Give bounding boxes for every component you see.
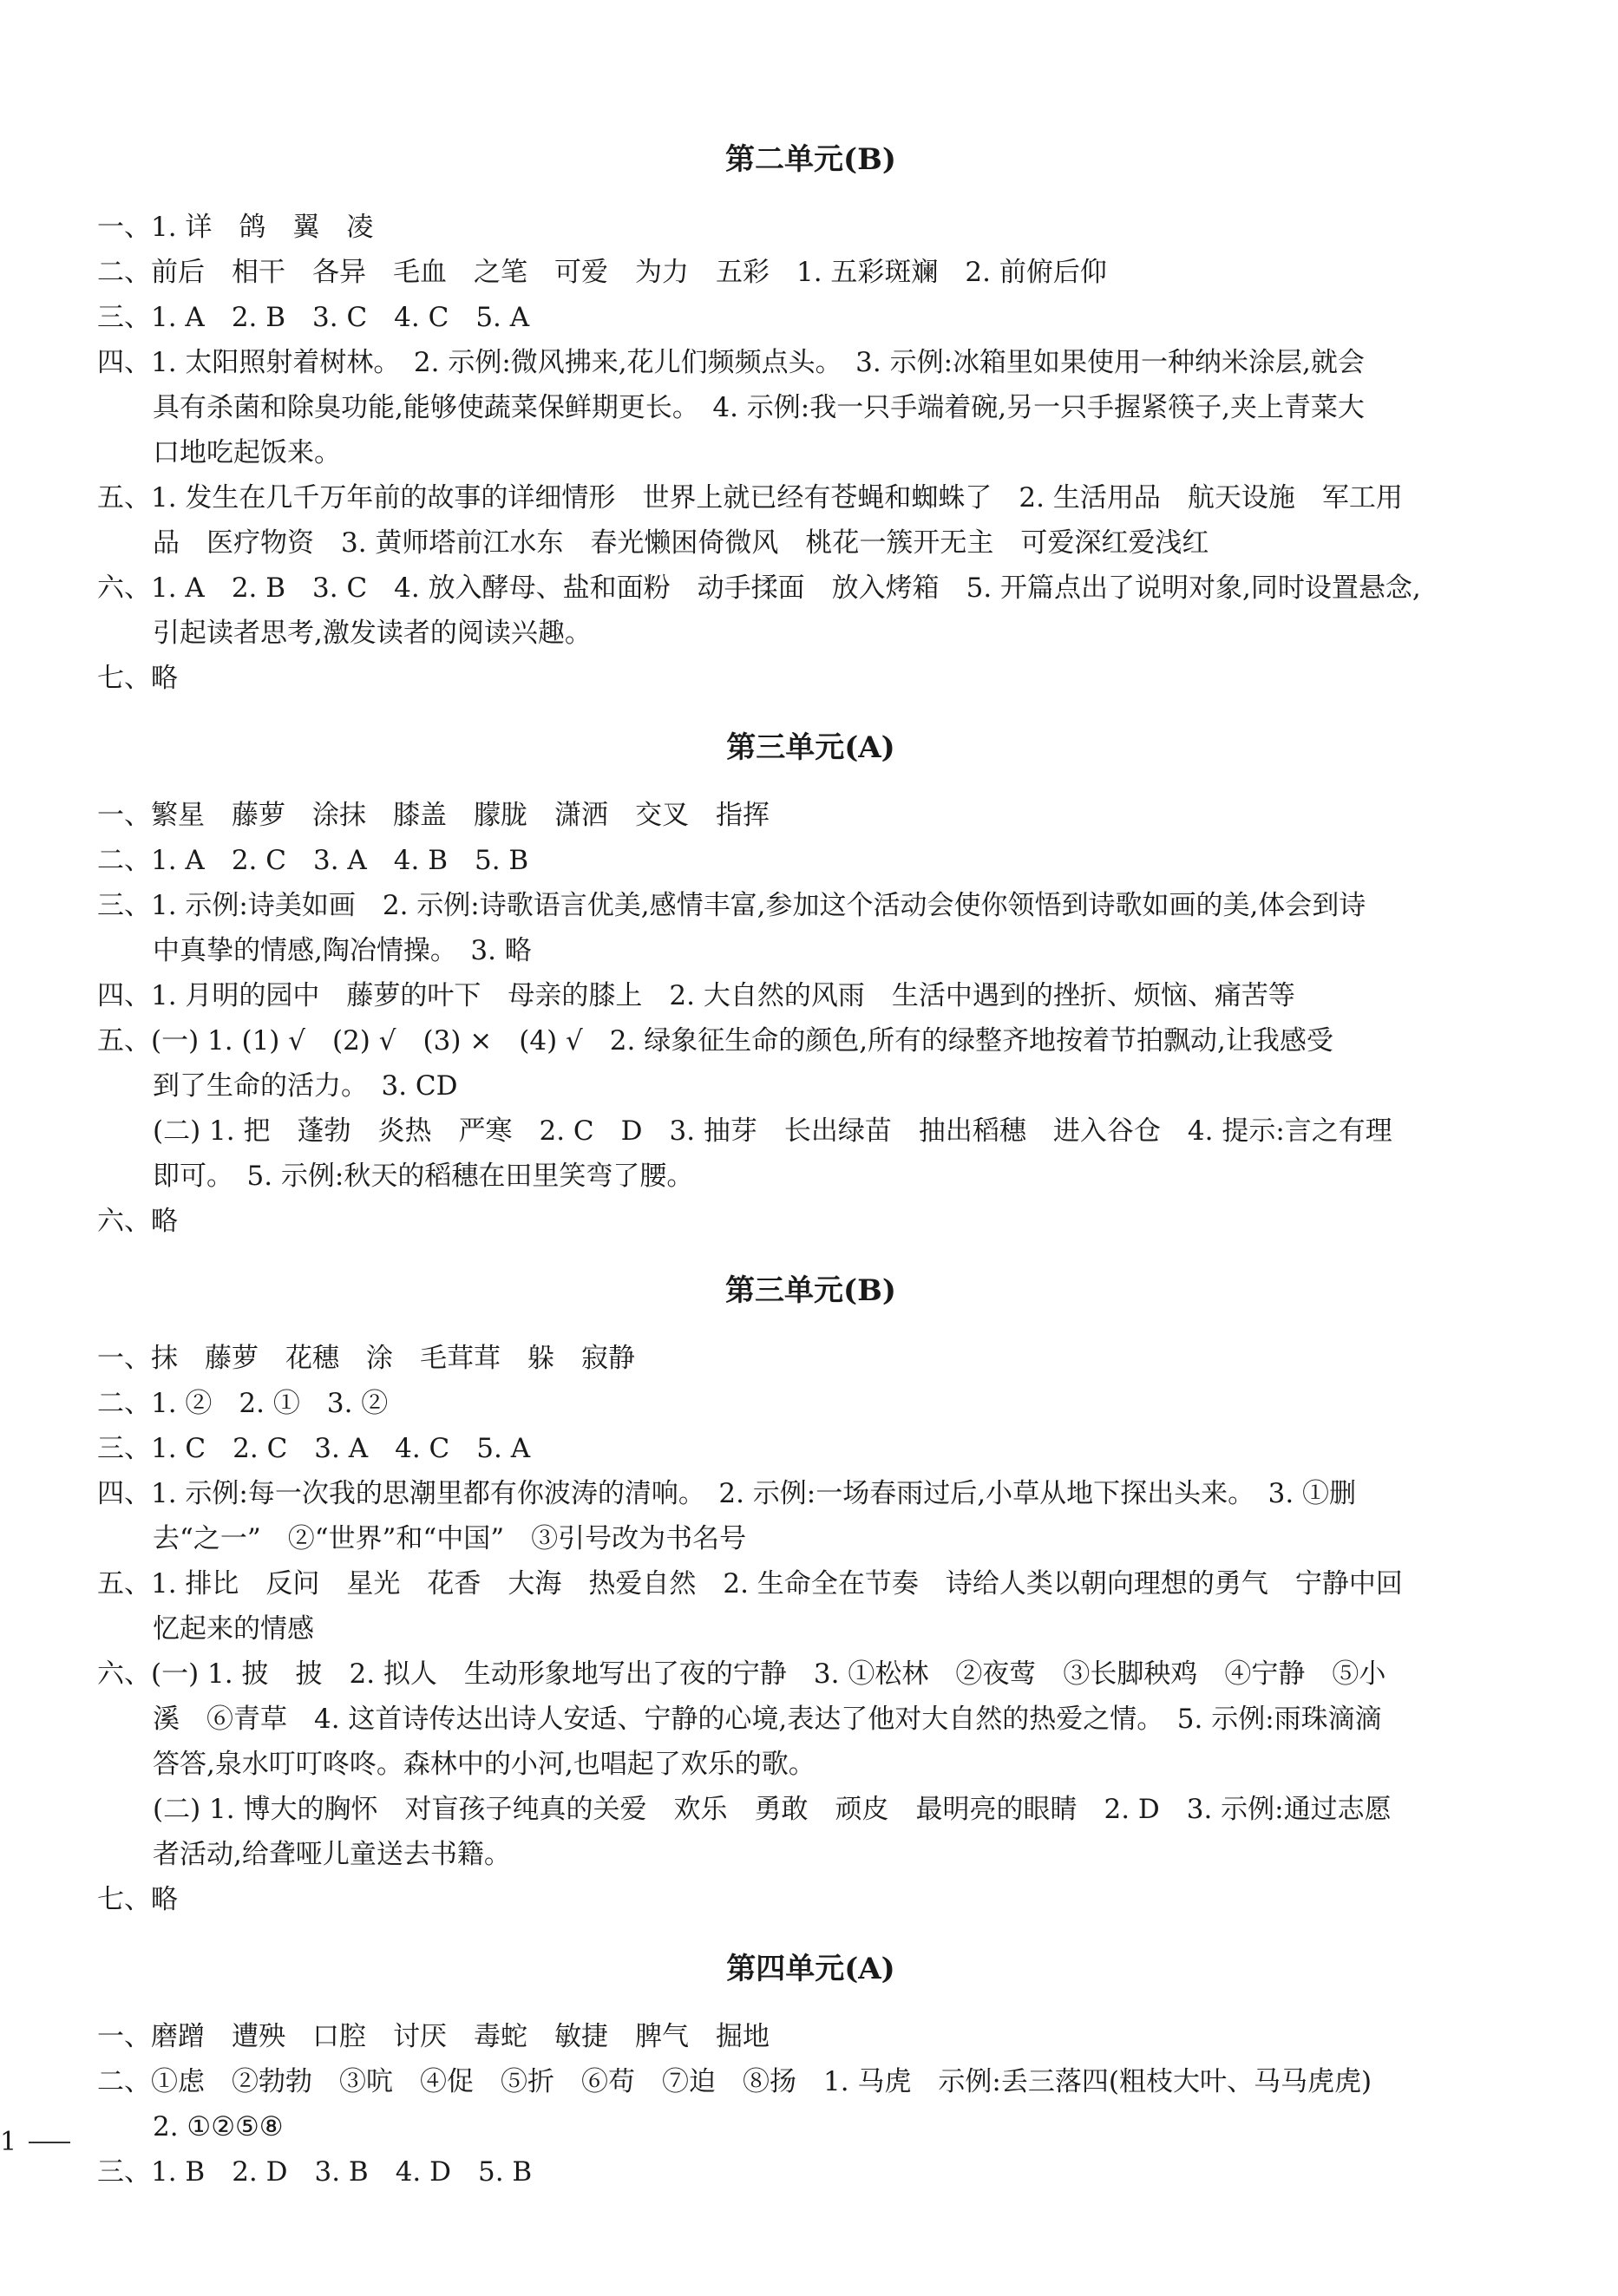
answer-line: 者活动,给聋哑儿童送去书籍。 <box>153 1839 511 1870</box>
answer-section <box>97 1939 1524 2195</box>
page-footer <box>0 2125 70 2160</box>
answer-line: 引起读者思考,激发读者的阅读兴趣。 <box>153 618 592 649</box>
answer-line: 一、抹 藤萝 花穗 涂 毛茸茸 躲 寂静 <box>97 1343 635 1374</box>
answer-line: 五、1. 排比 反问 星光 花香 大海 热爱自然 2. 生命全在节奏 诗给人类以朝向理想的勇气 宁静中回 <box>97 1568 1403 1599</box>
page-number: 1 <box>0 2127 17 2157</box>
answer-line: 二、前后 相干 各异 毛血 之笔 可爱 为力 五彩 1. 五彩斑斓 2. 前俯后仰 <box>97 257 1107 288</box>
answer-key-content <box>97 130 1524 2195</box>
answer-line: 口地吃起饭来。 <box>153 437 341 468</box>
answer-line: 忆起来的情感 <box>153 1613 314 1645</box>
answer-line: 即可。 5. 示例:秋天的稻穗在田里笑弯了腰。 <box>153 1161 694 1192</box>
answer-line: 五、1. 发生在几千万年前的故事的详细情形 世界上就已经有苍蝇和蜘蛛了 2. 生活用品 航天设施 军工用 <box>97 482 1403 513</box>
section-title: 第三单元(A) <box>726 730 895 765</box>
answer-line: 四、1. 太阳照射着树林。 2. 示例:微风拂来,花儿们频频点头。 3. 示例:冰箱里如果使用一种纳米涂层,就会 <box>97 347 1365 378</box>
answer-line: 2. ①②⑤⑧ <box>153 2111 284 2142</box>
answer-line: 一、1. 详 鸽 翼 凌 <box>97 212 374 243</box>
answer-line: 中真挚的情感,陶冶情操。 3. 略 <box>153 935 532 966</box>
answer-line: (二) 1. 把 蓬勃 炎热 严寒 2. C D 3. 抽芽 长出绿苗 抽出稻穗 进入谷仓 4. 提示:言之有理 <box>153 1115 1392 1147</box>
answer-line: 六、略 <box>97 1206 178 1237</box>
answer-line: 四、1. 月明的园中 藤萝的叶下 母亲的膝上 2. 大自然的风雨 生活中遇到的挫折、烦恼、痛苦等 <box>97 980 1295 1011</box>
answer-section <box>97 130 1524 701</box>
answer-section <box>97 1261 1524 1922</box>
answer-line: 四、1. 示例:每一次我的思潮里都有你波涛的清响。 2. 示例:一场春雨过后,小草从地下探出头来。 3. ①删 <box>97 1478 1357 1509</box>
answer-line: 二、1. A 2. C 3. A 4. B 5. B <box>97 845 529 876</box>
answer-section <box>97 718 1524 1244</box>
answer-line: 具有杀菌和除臭功能,能够使蔬菜保鲜期更长。 4. 示例:我一只手端着碗,另一只手握紧筷子,夹上青菜大 <box>153 392 1365 423</box>
section-title: 第四单元(A) <box>726 1952 895 1986</box>
answer-line: 溪 ⑥青草 4. 这首诗传达出诗人安适、宁静的心境,表达了他对大自然的热爱之情。 5. 示例:雨珠滴滴 <box>153 1704 1382 1735</box>
footer-dash <box>29 2142 70 2143</box>
section-title: 第三单元(B) <box>725 1273 896 1308</box>
answer-line: 六、(一) 1. 披 披 2. 拟人 生动形象地写出了夜的宁静 3. ①松林 ②夜莺 ③长脚秧鸡 ④宁静 ⑤小 <box>97 1658 1386 1690</box>
answer-line: 到了生命的活力。 3. CD <box>153 1070 458 1102</box>
answer-line: (二) 1. 博大的胸怀 对盲孩子纯真的关爱 欢乐 勇敢 顽皮 最明亮的眼睛 2. D 3. 示例:通过志愿 <box>153 1794 1392 1825</box>
answer-line: 二、1. ② 2. ① 3. ② <box>97 1388 389 1419</box>
answer-line: 三、1. A 2. B 3. C 4. C 5. A <box>97 302 530 333</box>
answer-line: 六、1. A 2. B 3. C 4. 放入酵母、盐和面粉 动手揉面 放入烤箱 5. 开篇点出了说明对象,同时设置悬念, <box>97 572 1421 604</box>
answer-line: 七、略 <box>97 663 178 694</box>
answer-line: 一、繁星 藤萝 涂抹 膝盖 朦胧 潇洒 交叉 指挥 <box>97 800 770 831</box>
answer-line: 三、1. C 2. C 3. A 4. C 5. A <box>97 1433 531 1464</box>
answer-line: 二、①虑 ②勃勃 ③吭 ④促 ⑤折 ⑥苟 ⑦迫 ⑧扬 1. 马虎 示例:丢三落四(粗枝大叶、马马虎虎) <box>97 2066 1372 2097</box>
answer-line: 答答,泉水叮叮咚咚。森林中的小河,也唱起了欢乐的歌。 <box>153 1749 816 1780</box>
answer-line: 三、1. B 2. D 3. B 4. D 5. B <box>97 2156 533 2188</box>
answer-line: 三、1. 示例:诗美如画 2. 示例:诗歌语言优美,感情丰富,参加这个活动会使你领悟到诗歌如画的美,体会到诗 <box>97 890 1366 921</box>
answer-line: 去“之一” ②“世界”和“中国” ③引号改为书名号 <box>153 1523 747 1554</box>
section-title: 第二单元(B) <box>725 142 896 177</box>
answer-line: 五、(一) 1. (1) √ (2) √ (3) × (4) √ 2. 绿象征生命的颜色,所有的绿整齐地按着节拍飘动,让我感受 <box>97 1025 1333 1056</box>
answer-line: 品 医疗物资 3. 黄师塔前江水东 春光懒困倚微风 桃花一簇开无主 可爱深红爱浅红 <box>153 527 1209 559</box>
answer-line: 七、略 <box>97 1884 178 1915</box>
answer-line: 一、磨蹭 遭殃 口腔 讨厌 毒蛇 敏捷 脾气 掘地 <box>97 2021 770 2052</box>
